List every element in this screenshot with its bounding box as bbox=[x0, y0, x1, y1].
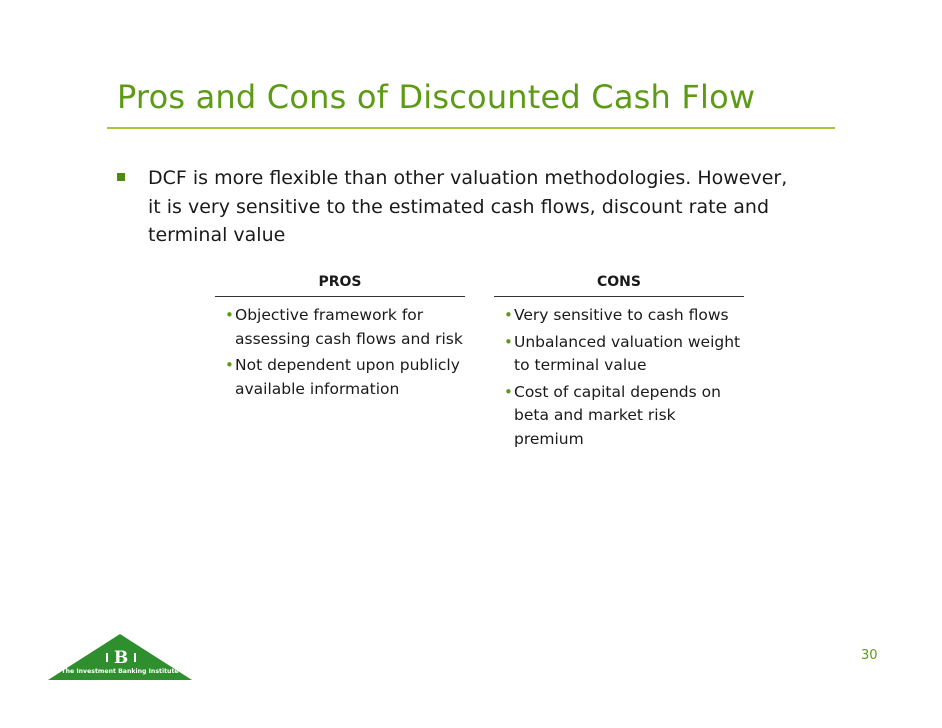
pros-list bbox=[215, 304, 465, 401]
bullet-dot-icon: • bbox=[504, 382, 513, 401]
bullet-dot-icon: • bbox=[225, 356, 234, 374]
list-item bbox=[494, 381, 744, 452]
list-item-text: Very sensitive to cash flows bbox=[514, 306, 729, 324]
list-item-text: Not dependent upon publicly available information bbox=[235, 356, 460, 398]
cons-list bbox=[494, 304, 744, 451]
list-item-text: Objective framework for assessing cash flows and risk bbox=[235, 306, 463, 348]
list-item-text: Unbalanced valuation weight to terminal value bbox=[514, 332, 741, 374]
page-number: 30 bbox=[861, 648, 878, 663]
title-rule bbox=[107, 127, 835, 129]
list-item bbox=[494, 304, 744, 328]
logo-left-bar bbox=[106, 653, 108, 662]
logo-caption: The Investment Banking Institute bbox=[61, 668, 179, 675]
slide-title: Pros and Cons of Discounted Cash Flow bbox=[117, 78, 756, 116]
list-item bbox=[215, 304, 465, 351]
bullet-dot-icon: • bbox=[504, 332, 513, 351]
list-item bbox=[215, 354, 465, 401]
logo-letter: B bbox=[113, 648, 129, 668]
cons-heading: CONS bbox=[494, 274, 744, 297]
ibi-logo bbox=[48, 634, 192, 680]
square-bullet-icon bbox=[117, 173, 125, 181]
bullet-dot-icon: • bbox=[504, 306, 513, 324]
list-item-text: Cost of capital depends on beta and market risk premium bbox=[514, 382, 721, 448]
list-item bbox=[494, 331, 744, 378]
intro-bullet bbox=[117, 164, 797, 250]
intro-text: DCF is more flexible than other valuation methodologies. However, it is very sensitive to the estimated cash flows, discount rate and terminal value bbox=[148, 167, 788, 246]
logo-right-bar bbox=[134, 653, 136, 662]
pros-heading: PROS bbox=[215, 274, 465, 297]
pros-column bbox=[215, 274, 465, 404]
bullet-dot-icon: • bbox=[225, 306, 234, 324]
cons-column bbox=[494, 274, 744, 454]
